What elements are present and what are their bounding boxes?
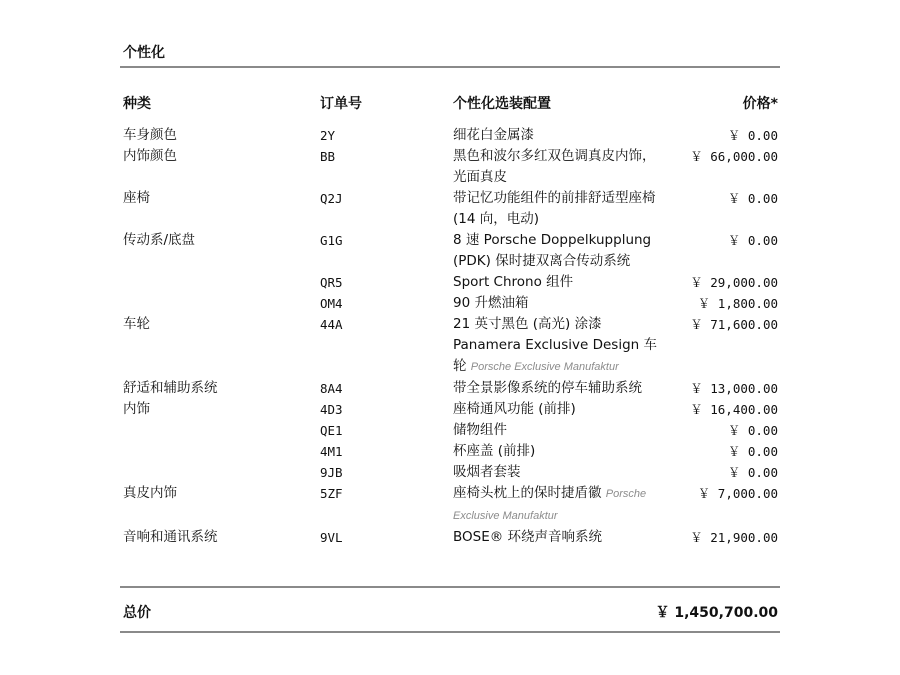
row-order-code: 4M1 xyxy=(320,444,343,459)
row-order-code: G1G xyxy=(320,233,343,248)
row-order-code: OM4 xyxy=(320,296,343,311)
row-option-description xyxy=(453,314,668,378)
row-price: ￥ 7,000.00 xyxy=(697,486,778,501)
row-option-description: BOSE® 环绕声音响系统 xyxy=(453,529,603,545)
row-category: 音响和通讯系统 xyxy=(123,529,218,545)
row-price: ￥ 66,000.00 xyxy=(690,149,778,164)
row-price: ￥ 71,600.00 xyxy=(690,317,778,332)
row-option-description: 座椅通风功能 (前排) xyxy=(453,401,576,417)
section-title: 个性化 xyxy=(123,45,165,61)
row-option-description: 带记忆功能组件的前排舒适型座椅 (14 向，电动) xyxy=(453,190,656,227)
row-option-description: 吸烟者套装 xyxy=(453,464,521,480)
row-category: 舒适和辅助系统 xyxy=(123,380,218,396)
row-option-description: 细花白金属漆 xyxy=(453,127,534,143)
row-option-brand-note: Porsche Exclusive Manufaktur xyxy=(470,361,619,373)
table-row xyxy=(0,527,900,548)
row-price: ￥ 0.00 xyxy=(727,128,778,143)
top-divider xyxy=(120,66,780,68)
row-order-code: 9VL xyxy=(320,530,343,545)
row-price: ￥ 0.00 xyxy=(727,444,778,459)
row-order-code: 4D3 xyxy=(320,402,343,417)
row-option-description: 带全景影像系统的停车辅助系统 xyxy=(453,380,642,396)
row-category: 车身颜色 xyxy=(123,127,177,143)
row-category: 车轮 xyxy=(123,316,150,332)
column-header-category: 种类 xyxy=(123,96,151,112)
table-row xyxy=(0,399,900,420)
total-divider-top xyxy=(120,586,780,588)
row-price: ￥ 0.00 xyxy=(727,191,778,206)
options-table xyxy=(0,125,900,548)
table-row xyxy=(0,146,900,188)
row-option-description: 杯座盖 (前排) xyxy=(453,443,536,459)
table-row xyxy=(0,378,900,399)
row-order-code: 44A xyxy=(320,317,343,332)
row-price: ￥ 0.00 xyxy=(727,423,778,438)
row-price: ￥ 29,000.00 xyxy=(690,275,778,290)
table-row xyxy=(0,462,900,483)
row-option-description: Sport Chrono 组件 xyxy=(453,274,574,290)
row-category: 座椅 xyxy=(123,190,150,206)
table-row xyxy=(0,420,900,441)
row-option-text: 座椅头枕上的保时捷盾徽 xyxy=(453,485,602,501)
row-category: 内饰颜色 xyxy=(123,148,177,164)
total-price: ￥ 1,450,700.00 xyxy=(655,605,778,621)
column-header-price: 价格* xyxy=(742,96,778,112)
row-order-code: QE1 xyxy=(320,423,343,438)
row-option-description: 黑色和波尔多红双色调真皮内饰，光面真皮 xyxy=(453,148,656,185)
row-price: ￥ 16,400.00 xyxy=(690,402,778,417)
row-category: 传动系/底盘 xyxy=(123,232,196,248)
table-row xyxy=(0,293,900,314)
row-price: ￥ 21,900.00 xyxy=(690,530,778,545)
row-price: ￥ 0.00 xyxy=(727,465,778,480)
row-price: ￥ 13,000.00 xyxy=(690,381,778,396)
row-order-code: 5ZF xyxy=(320,486,343,501)
row-order-code: BB xyxy=(320,149,336,164)
row-order-code: QR5 xyxy=(320,275,343,290)
total-label: 总价 xyxy=(123,605,151,621)
table-row xyxy=(0,441,900,462)
row-category: 内饰 xyxy=(123,401,150,417)
row-option-text: 21 英寸黑色 (高光) 涂漆 Panamera Exclusive Design 车轮 xyxy=(453,316,657,374)
row-order-code: Q2J xyxy=(320,191,343,206)
table-row xyxy=(0,125,900,146)
column-header-order-number: 订单号 xyxy=(320,96,362,112)
row-option-description: 储物组件 xyxy=(453,422,507,438)
row-order-code: 8A4 xyxy=(320,381,343,396)
row-option-description: 90 升燃油箱 xyxy=(453,295,529,311)
row-order-code: 9JB xyxy=(320,465,343,480)
table-row xyxy=(0,272,900,293)
total-divider-bottom xyxy=(120,631,780,633)
table-row xyxy=(0,483,900,527)
table-row xyxy=(0,230,900,272)
table-row xyxy=(0,314,900,378)
column-header-option: 个性化选装配置 xyxy=(453,96,551,112)
row-category: 真皮内饰 xyxy=(123,485,177,501)
row-option-description xyxy=(453,483,668,527)
table-row xyxy=(0,188,900,230)
row-option-description: 8 速 Porsche Doppelkupplung (PDK) 保时捷双离合传动系统 xyxy=(453,232,652,269)
row-order-code: 2Y xyxy=(320,128,336,143)
row-option-brand-note: Porsche Exclusive Manufaktur xyxy=(453,488,647,522)
row-price: ￥ 0.00 xyxy=(727,233,778,248)
row-price: ￥ 1,800.00 xyxy=(697,296,778,311)
